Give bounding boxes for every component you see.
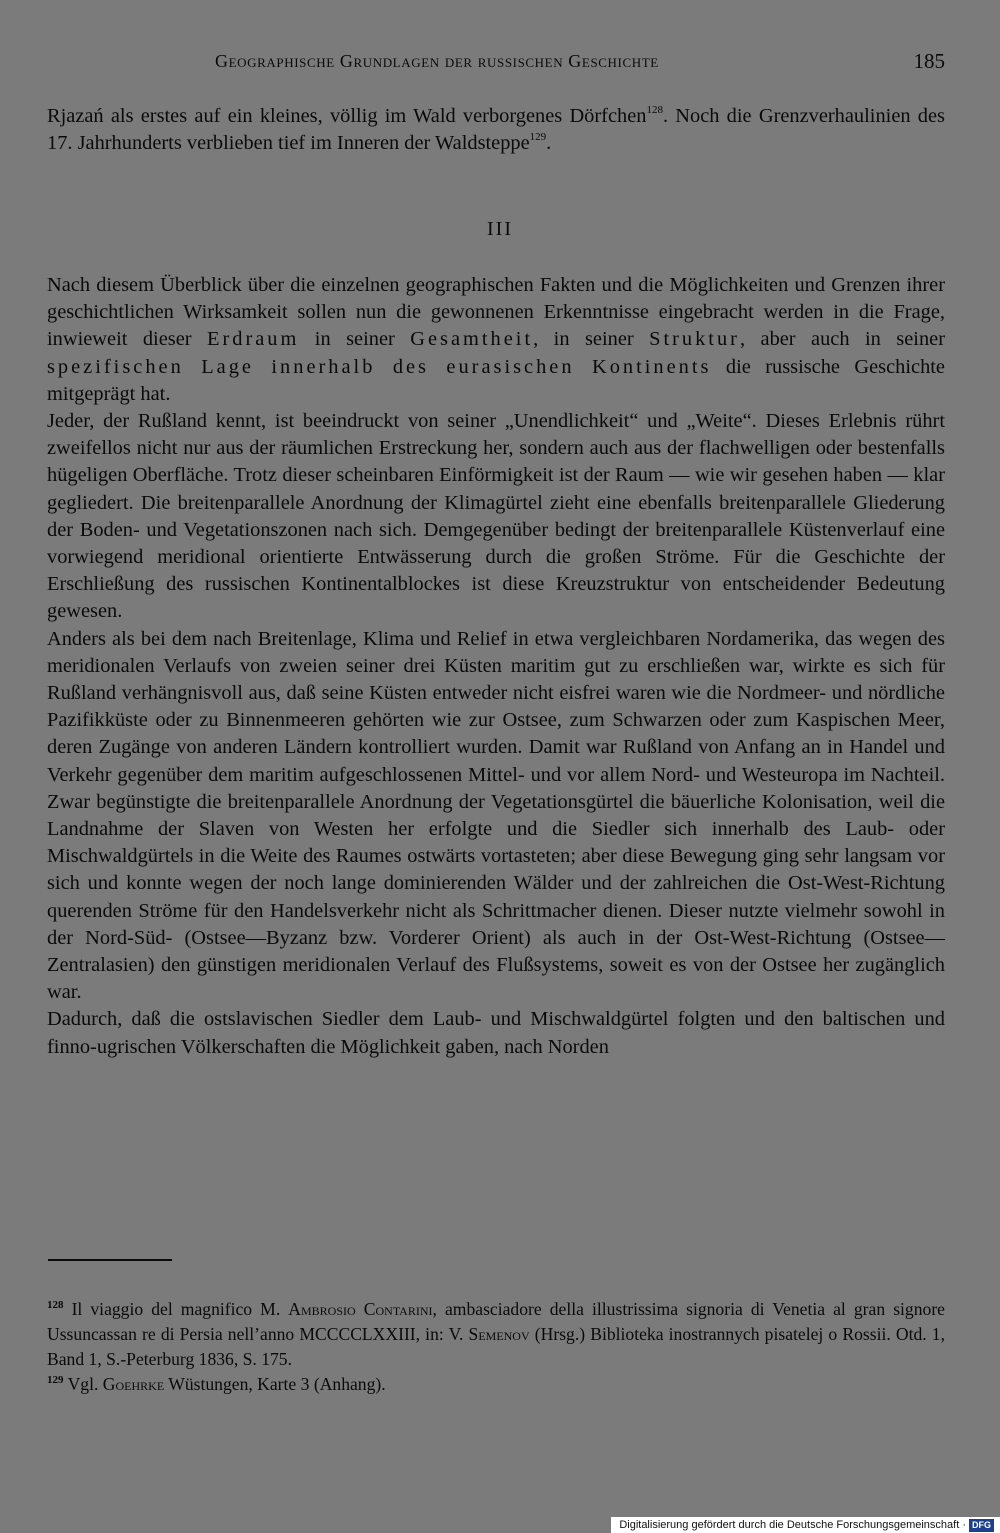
text-run: die russische Geschichte mitgeprägt hat. (47, 355, 945, 405)
text-run: , aber auch in seiner (739, 328, 945, 351)
text-run: Rjazań als erstes auf ein kleines, völlig im Wald verborgenes Dörfchen (47, 105, 647, 127)
section-heading: III (487, 218, 513, 240)
footnote-ref-129[interactable]: 129 (529, 131, 547, 144)
author-name: Goehrke (102, 1374, 165, 1394)
text-run: Vgl. (63, 1374, 103, 1394)
text-run: . (546, 132, 552, 155)
footnote-129 (47, 1372, 945, 1397)
footnotes (47, 1297, 945, 1397)
paragraph: Jeder, der Rußland kennt, ist beeindruckt von seiner „Unendlichkeit“ und „Weite“. Dieses Erlebnis rührt zweifellos nicht nur aus der räumlichen Erstreckung her, sondern auch aus der flachwelligen oder bestenfalls hügeligen Oberfläche. Trotz dieser scheinbaren Einförmigkeit ist der Raum — wie wir gesehen haben — klar gegliedert. Die breitenparallele Anordnung der Klimagürtel zieht eine ebenfalls breitenparallele Gliederung der Boden- und Vegetationszonen nach sich. Demgegenüber bedingt der breitenparallele Küstenverlauf eine vorwiegend meridional orientierte Entwässerung durch die großen Ströme. Für die Geschichte der Erschließung des russischen Kontinentalblockes ist diese Kreuzstruktur von entscheidender Bedeutung gewesen. (47, 410, 945, 623)
digitization-credit (611, 1517, 1000, 1533)
main-text (47, 272, 945, 1061)
intro-paragraph (47, 103, 945, 157)
spaced-emphasis: Erdraum (207, 328, 300, 351)
text-run: Nach diesem Überblick über die einzelnen geographischen Fakten und die Möglichkeiten und Grenzen ihrer geschichtlichen Wirksamkeit sollen nun die gewonnenen Erkenntnisse eingebracht werden in die Frage, inwieweit dieser (47, 274, 945, 351)
text-run: Wüstungen, Karte 3 (Anhang). (164, 1374, 386, 1394)
page-number: 185 (913, 49, 945, 73)
text-run: . Noch die Grenzverhaulinien des 17. Jahrhunderts verblieben tief im Inneren der Waldsteppe (47, 105, 945, 155)
spaced-emphasis: Struktur (649, 328, 740, 351)
footnote-number: 129 (47, 1374, 64, 1387)
dfg-logo: DFG (969, 1519, 994, 1532)
spaced-emphasis: Gesamtheit (410, 328, 534, 351)
paragraph: Anders als bei dem nach Breitenlage, Klima und Relief in etwa vergleichbaren Nordamerika, das wegen des meridionalen Verlaufs von zweien seiner drei Küsten maritim gut zu erschließen war, wirkte es sich für Rußland verhängnisvoll aus, daß seine Küsten entweder nicht eisfrei waren wie die Nordmeer- und nördliche Pazifikküste oder zu Binnenmeeren gehörten wie zur Ostsee, zum Schwarzen oder zum Kaspischen Meer, deren Zugänge von anderen Ländern kontrolliert wurden. Damit war Rußland von Anfang an in Handel und Verkehr gegenüber dem maritim aufgeschlossenen Mittel- und vor allem Nord- und Westeuropa im Nachteil. Zwar begünstigte die breitenparallele Anordnung der Vegetationsgürtel die bäuerliche Kolonisation, weil die Landnahme der Slaven von Westen her erfolgte und die Siedler sich innerhalb des Laub- oder Mischwaldgürtels in die Weite des Raumes ostwärts vortasteten; aber diese Bewegung ging sehr langsam vor sich und konnte wegen der noch lange dominierenden Wälder und der zahlreichen die Ost-West-Richtung querenden Ströme für den Handelsverkehr nicht als Schrittmacher dienen. Dieser nutzte vielmehr sowohl in der Nord-Süd- (Ostsee—Byzanz bzw. Vorderer Orient) als auch in der Ost-West-Richtung (Ostsee—Zentralasien) den günstigen meridionalen Verlauf des Flußsystems, soweit es von der Ostsee her zugänglich war. (47, 627, 945, 1004)
footnote-number: 128 (47, 1299, 64, 1312)
text-run: , in seiner (533, 328, 650, 351)
credit-text: Digitalisierung gefördert durch die Deutsche Forschungsgemeinschaft · (619, 1519, 966, 1531)
text-run: (Hrsg.) Biblioteka inostrannych pisatelej o Rossii. Otd. 1, Band 1, S.-Peterburg 1836, S. 175. (47, 1324, 945, 1369)
author-name: Ambrosio Contarini (288, 1299, 433, 1319)
footnote-128 (47, 1297, 945, 1372)
footnote-divider (48, 1259, 172, 1261)
text-run: in seiner (299, 328, 411, 351)
text-run: , ambasciadore della illustrissima signoria di Venetia al gran signore Ussuncassan re di Persia nell’anno MCCCCLXXIII, in: V. (47, 1299, 945, 1344)
footnote-ref-128[interactable]: 128 (646, 104, 663, 117)
spaced-emphasis: spezifischen Lage innerhalb des eurasischen Kontinents (47, 355, 712, 378)
paragraph (47, 272, 945, 408)
paragraph: Dadurch, daß die ostslavischen Siedler dem Laub- und Mischwaldgürtel folgten und den baltischen und finno-ugrischen Völkerschaften die Möglichkeit gaben, nach Norden (47, 1008, 945, 1058)
paragraph (47, 103, 945, 157)
running-title: Geographische Grundlagen der russischen Geschichte (215, 51, 659, 71)
running-head (215, 46, 945, 76)
text-run: Il viaggio del magnifico M. (63, 1299, 289, 1319)
author-name: Semenov (468, 1324, 530, 1344)
